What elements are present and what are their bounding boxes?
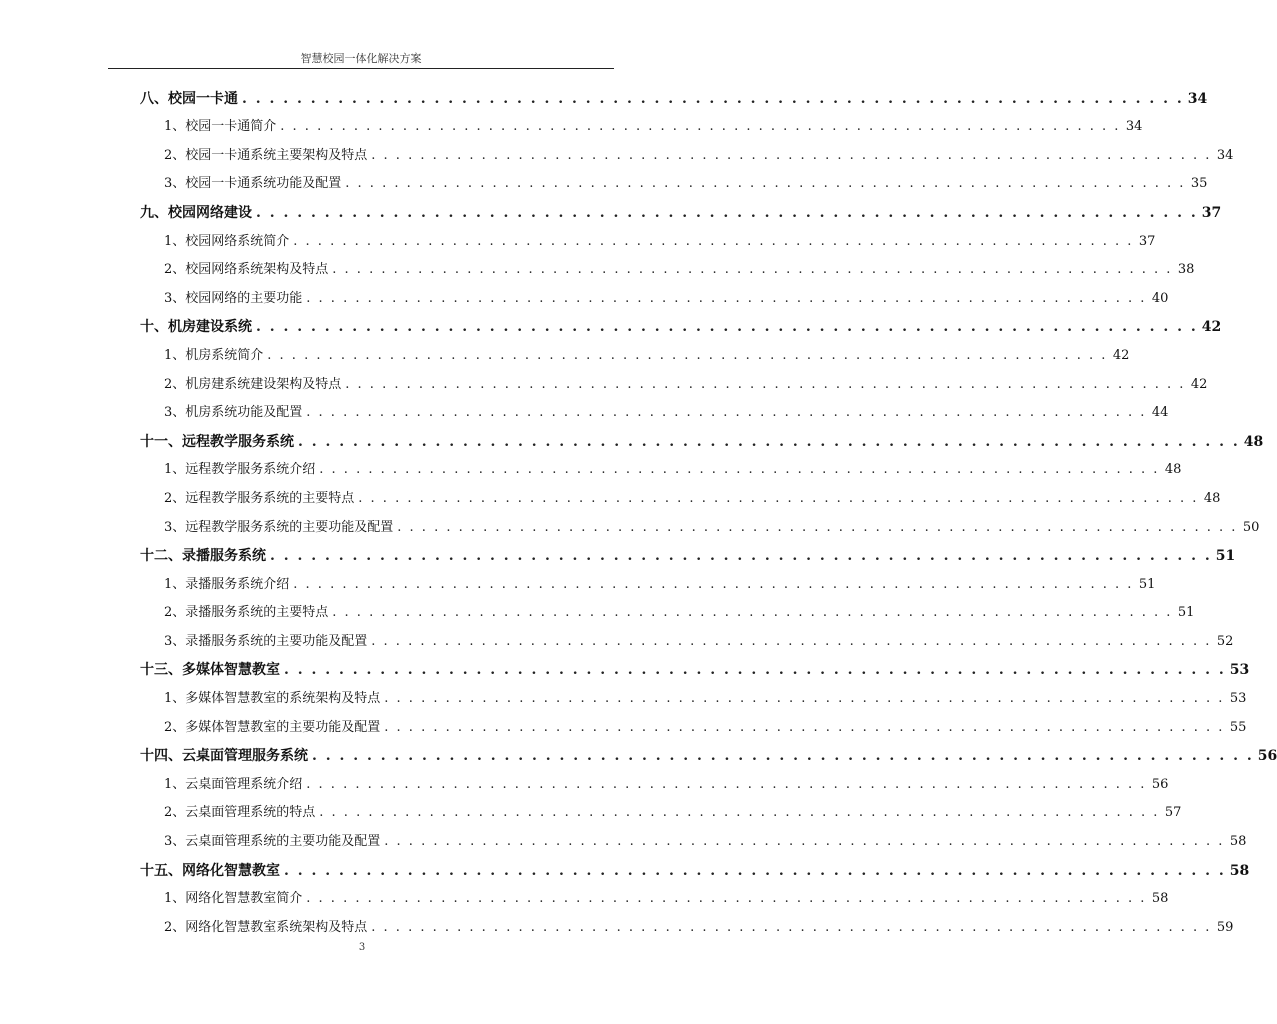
- toc-entry-title: 1、多媒体智慧教室的系统架构及特点: [164, 691, 381, 707]
- toc-dot-leader: . . . . . . . . . . . . . . . . . . . . . . . . . . . . . . . . . . . . . . . . . . . . . . . . . . . . . . . . . . . . . . . . . . . . .: [371, 147, 1212, 163]
- toc-entry-page: 58: [1229, 834, 1247, 850]
- toc-dot-leader: . . . . . . . . . . . . . . . . . . . . . . . . . . . . . . . . . . . . . . . . . . . . . . . . . . . . . . . . . . . . . . . . . . . . .: [319, 462, 1160, 478]
- toc-entry-page: 42: [1201, 319, 1222, 336]
- toc-section-entry[interactable]: [140, 599, 1195, 628]
- toc-section-entry[interactable]: [140, 827, 1247, 856]
- toc-dot-leader: . . . . . . . . . . . . . . . . . . . . . . . . . . . . . . . . . . . . . . . . . . . . . . . . . . . . . . . . . . . . . . . . . . . . .: [284, 662, 1226, 679]
- toc-entry-title: 十五、网络化智慧教室: [140, 862, 280, 879]
- toc-section-entry[interactable]: [140, 341, 1130, 370]
- toc-section-entry[interactable]: [140, 885, 1169, 914]
- toc-section-entry[interactable]: [140, 284, 1169, 313]
- toc-entry-page: 34: [1216, 147, 1234, 163]
- toc-dot-leader: . . . . . . . . . . . . . . . . . . . . . . . . . . . . . . . . . . . . . . . . . . . . . . . . . . . . . . . . . . . . . . . . . . . . .: [332, 605, 1173, 621]
- toc-section-entry[interactable]: [140, 256, 1195, 285]
- toc-entry-title: 1、机房系统简介: [164, 347, 264, 363]
- toc-entry-title: 十三、多媒体智慧教室: [140, 662, 280, 679]
- toc-dot-leader: . . . . . . . . . . . . . . . . . . . . . . . . . . . . . . . . . . . . . . . . . . . . . . . . . . . . . . . . . . . . . . . . . . . . .: [267, 347, 1108, 363]
- toc-dot-leader: . . . . . . . . . . . . . . . . . . . . . . . . . . . . . . . . . . . . . . . . . . . . . . . . . . . . . . . . . . . . . . . . . . . . .: [358, 490, 1199, 506]
- toc-entry-title: 3、云桌面管理系统的主要功能及配置: [164, 834, 381, 850]
- toc-chapter-entry[interactable]: [140, 198, 1222, 227]
- toc-dot-leader: . . . . . . . . . . . . . . . . . . . . . . . . . . . . . . . . . . . . . . . . . . . . . . . . . . . . . . . . . . . . . . . . . . . . .: [280, 119, 1121, 135]
- toc-entry-page: 59: [1216, 919, 1234, 935]
- toc-dot-leader: . . . . . . . . . . . . . . . . . . . . . . . . . . . . . . . . . . . . . . . . . . . . . . . . . . . . . . . . . . . . . . . . . . . . .: [256, 319, 1198, 336]
- toc-dot-leader: . . . . . . . . . . . . . . . . . . . . . . . . . . . . . . . . . . . . . . . . . . . . . . . . . . . . . . . . . . . . . . . . . . . . .: [284, 862, 1226, 879]
- toc-chapter-entry[interactable]: [140, 313, 1222, 342]
- toc-dot-leader: . . . . . . . . . . . . . . . . . . . . . . . . . . . . . . . . . . . . . . . . . . . . . . . . . . . . . . . . . . . . . . . . . . . . .: [270, 548, 1212, 565]
- toc-entry-page: 42: [1112, 347, 1130, 363]
- toc-dot-leader: . . . . . . . . . . . . . . . . . . . . . . . . . . . . . . . . . . . . . . . . . . . . . . . . . . . . . . . . . . . . . . . . . . . . .: [256, 204, 1198, 221]
- toc-chapter-entry[interactable]: [140, 427, 1264, 456]
- toc-section-entry[interactable]: [140, 770, 1169, 799]
- toc-entry-title: 1、云桌面管理系统介绍: [164, 776, 303, 792]
- toc-entry-title: 2、网络化智慧教室系统架构及特点: [164, 919, 368, 935]
- toc-section-entry[interactable]: [140, 484, 1221, 513]
- toc-entry-page: 44: [1151, 405, 1169, 421]
- toc-entry-title: 3、远程教学服务系统的主要功能及配置: [164, 519, 394, 535]
- toc-dot-leader: . . . . . . . . . . . . . . . . . . . . . . . . . . . . . . . . . . . . . . . . . . . . . . . . . . . . . . . . . . . . . . . . . . . . .: [298, 433, 1240, 450]
- toc-dot-leader: . . . . . . . . . . . . . . . . . . . . . . . . . . . . . . . . . . . . . . . . . . . . . . . . . . . . . . . . . . . . . . . . . . . . .: [319, 805, 1160, 821]
- toc-entry-page: 51: [1215, 548, 1236, 565]
- toc-entry-page: 58: [1229, 862, 1250, 879]
- toc-entry-title: 2、远程教学服务系统的主要特点: [164, 490, 355, 506]
- toc-section-entry[interactable]: [140, 570, 1156, 599]
- toc-entry-page: 56: [1151, 776, 1169, 792]
- toc-dot-leader: . . . . . . . . . . . . . . . . . . . . . . . . . . . . . . . . . . . . . . . . . . . . . . . . . . . . . . . . . . . . . . . . . . . . .: [242, 90, 1184, 107]
- toc-entry-title: 1、远程教学服务系统介绍: [164, 462, 316, 478]
- toc-entry-page: 52: [1216, 633, 1234, 649]
- toc-entry-page: 57: [1164, 805, 1182, 821]
- toc-dot-leader: . . . . . . . . . . . . . . . . . . . . . . . . . . . . . . . . . . . . . . . . . . . . . . . . . . . . . . . . . . . . . . . . . . . . .: [384, 834, 1225, 850]
- running-header: 智慧校园一体化解决方案: [108, 50, 614, 69]
- toc-chapter-entry[interactable]: [140, 84, 1208, 113]
- toc-entry-title: 2、校园一卡通系统主要架构及特点: [164, 147, 368, 163]
- toc-dot-leader: . . . . . . . . . . . . . . . . . . . . . . . . . . . . . . . . . . . . . . . . . . . . . . . . . . . . . . . . . . . . . . . . . . . . .: [332, 262, 1173, 278]
- toc-dot-leader: . . . . . . . . . . . . . . . . . . . . . . . . . . . . . . . . . . . . . . . . . . . . . . . . . . . . . . . . . . . . . . . . . . . . .: [345, 176, 1186, 192]
- toc-section-entry[interactable]: [140, 713, 1247, 742]
- toc-dot-leader: . . . . . . . . . . . . . . . . . . . . . . . . . . . . . . . . . . . . . . . . . . . . . . . . . . . . . . . . . . . . . . . . . . . . .: [371, 633, 1212, 649]
- toc-section-entry[interactable]: [140, 170, 1208, 199]
- toc-entry-page: 38: [1177, 262, 1195, 278]
- toc-entry-page: 51: [1138, 576, 1156, 592]
- toc-entry-page: 40: [1151, 290, 1169, 306]
- toc-entry-page: 34: [1187, 90, 1208, 107]
- toc-dot-leader: . . . . . . . . . . . . . . . . . . . . . . . . . . . . . . . . . . . . . . . . . . . . . . . . . . . . . . . . . . . . . . . . . . . . .: [306, 891, 1147, 907]
- toc-entry-title: 3、机房系统功能及配置: [164, 405, 303, 421]
- toc-section-entry[interactable]: [140, 627, 1234, 656]
- toc-dot-leader: . . . . . . . . . . . . . . . . . . . . . . . . . . . . . . . . . . . . . . . . . . . . . . . . . . . . . . . . . . . . . . . . . . . . .: [306, 776, 1147, 792]
- toc-dot-leader: . . . . . . . . . . . . . . . . . . . . . . . . . . . . . . . . . . . . . . . . . . . . . . . . . . . . . . . . . . . . . . . . . . . . .: [293, 576, 1134, 592]
- toc-entry-page: 48: [1164, 462, 1182, 478]
- toc-entry-title: 十一、远程教学服务系统: [140, 433, 294, 450]
- toc-entry-title: 2、多媒体智慧教室的主要功能及配置: [164, 719, 381, 735]
- toc-entry-title: 1、校园一卡通简介: [164, 119, 277, 135]
- toc-entry-title: 十、机房建设系统: [140, 319, 252, 336]
- toc-entry-title: 3、录播服务系统的主要功能及配置: [164, 633, 368, 649]
- toc-chapter-entry[interactable]: [140, 542, 1236, 571]
- toc-entry-page: 37: [1138, 233, 1156, 249]
- toc-dot-leader: . . . . . . . . . . . . . . . . . . . . . . . . . . . . . . . . . . . . . . . . . . . . . . . . . . . . . . . . . . . . . . . . . . . . .: [312, 748, 1254, 765]
- toc-entry-title: 3、校园一卡通系统功能及配置: [164, 176, 342, 192]
- toc-entry-title: 2、机房建系统建设架构及特点: [164, 376, 342, 392]
- toc-dot-leader: . . . . . . . . . . . . . . . . . . . . . . . . . . . . . . . . . . . . . . . . . . . . . . . . . . . . . . . . . . . . . . . . . . . . .: [384, 691, 1225, 707]
- toc-section-entry[interactable]: [140, 456, 1182, 485]
- toc-entry-page: 58: [1151, 891, 1169, 907]
- toc-entry-title: 2、录播服务系统的主要特点: [164, 605, 329, 621]
- toc-dot-leader: . . . . . . . . . . . . . . . . . . . . . . . . . . . . . . . . . . . . . . . . . . . . . . . . . . . . . . . . . . . . . . . . . . . . .: [384, 719, 1225, 735]
- toc-entry-title: 1、录播服务系统介绍: [164, 576, 290, 592]
- toc-section-entry[interactable]: [140, 684, 1247, 713]
- toc-entry-page: 48: [1203, 490, 1221, 506]
- toc-section-entry[interactable]: [140, 799, 1182, 828]
- toc-entry-page: 53: [1229, 662, 1250, 679]
- toc-entry-title: 1、网络化智慧教室简介: [164, 891, 303, 907]
- toc-entry-title: 3、校园网络的主要功能: [164, 290, 303, 306]
- toc-entry-page: 37: [1201, 204, 1222, 221]
- toc-entry-page: 48: [1243, 433, 1264, 450]
- toc-section-entry[interactable]: [140, 399, 1169, 428]
- toc-section-entry[interactable]: [140, 370, 1208, 399]
- toc-entry-title: 十四、云桌面管理服务系统: [140, 748, 308, 765]
- toc-section-entry[interactable]: [140, 913, 1234, 942]
- toc-dot-leader: . . . . . . . . . . . . . . . . . . . . . . . . . . . . . . . . . . . . . . . . . . . . . . . . . . . . . . . . . . . . . . . . . . . . .: [293, 233, 1134, 249]
- toc-entry-title: 九、校园网络建设: [140, 204, 252, 221]
- toc-entry-page: 53: [1229, 691, 1247, 707]
- toc-entry-title: 八、校园一卡通: [140, 90, 238, 107]
- toc-chapter-entry[interactable]: [140, 856, 1250, 885]
- table-of-contents: [140, 84, 1277, 942]
- toc-entry-title: 1、校园网络系统简介: [164, 233, 290, 249]
- toc-section-entry[interactable]: [140, 141, 1234, 170]
- toc-entry-title: 十二、录播服务系统: [140, 548, 266, 565]
- toc-chapter-entry[interactable]: [140, 742, 1277, 771]
- toc-entry-page: 50: [1242, 519, 1260, 535]
- toc-dot-leader: . . . . . . . . . . . . . . . . . . . . . . . . . . . . . . . . . . . . . . . . . . . . . . . . . . . . . . . . . . . . . . . . . . . . .: [371, 919, 1212, 935]
- toc-entry-page: 55: [1229, 719, 1247, 735]
- toc-entry-page: 42: [1190, 376, 1208, 392]
- toc-dot-leader: . . . . . . . . . . . . . . . . . . . . . . . . . . . . . . . . . . . . . . . . . . . . . . . . . . . . . . . . . . . . . . . . . . . . .: [306, 290, 1147, 306]
- toc-entry-title: 2、校园网络系统架构及特点: [164, 262, 329, 278]
- toc-entry-title: 2、云桌面管理系统的特点: [164, 805, 316, 821]
- toc-dot-leader: . . . . . . . . . . . . . . . . . . . . . . . . . . . . . . . . . . . . . . . . . . . . . . . . . . . . . . . . . . . . . . . . . . . . .: [306, 405, 1147, 421]
- toc-section-entry[interactable]: [140, 113, 1143, 142]
- toc-section-entry[interactable]: [140, 227, 1156, 256]
- toc-entry-page: 35: [1190, 176, 1208, 192]
- toc-dot-leader: . . . . . . . . . . . . . . . . . . . . . . . . . . . . . . . . . . . . . . . . . . . . . . . . . . . . . . . . . . . . . . . . . . . . .: [345, 376, 1186, 392]
- toc-section-entry[interactable]: [140, 513, 1260, 542]
- toc-chapter-entry[interactable]: [140, 656, 1250, 685]
- page-number: 3: [358, 942, 366, 953]
- toc-dot-leader: . . . . . . . . . . . . . . . . . . . . . . . . . . . . . . . . . . . . . . . . . . . . . . . . . . . . . . . . . . . . . . . . . . . . .: [397, 519, 1238, 535]
- toc-entry-page: 51: [1177, 605, 1195, 621]
- toc-entry-page: 34: [1125, 119, 1143, 135]
- toc-entry-page: 56: [1257, 748, 1277, 765]
